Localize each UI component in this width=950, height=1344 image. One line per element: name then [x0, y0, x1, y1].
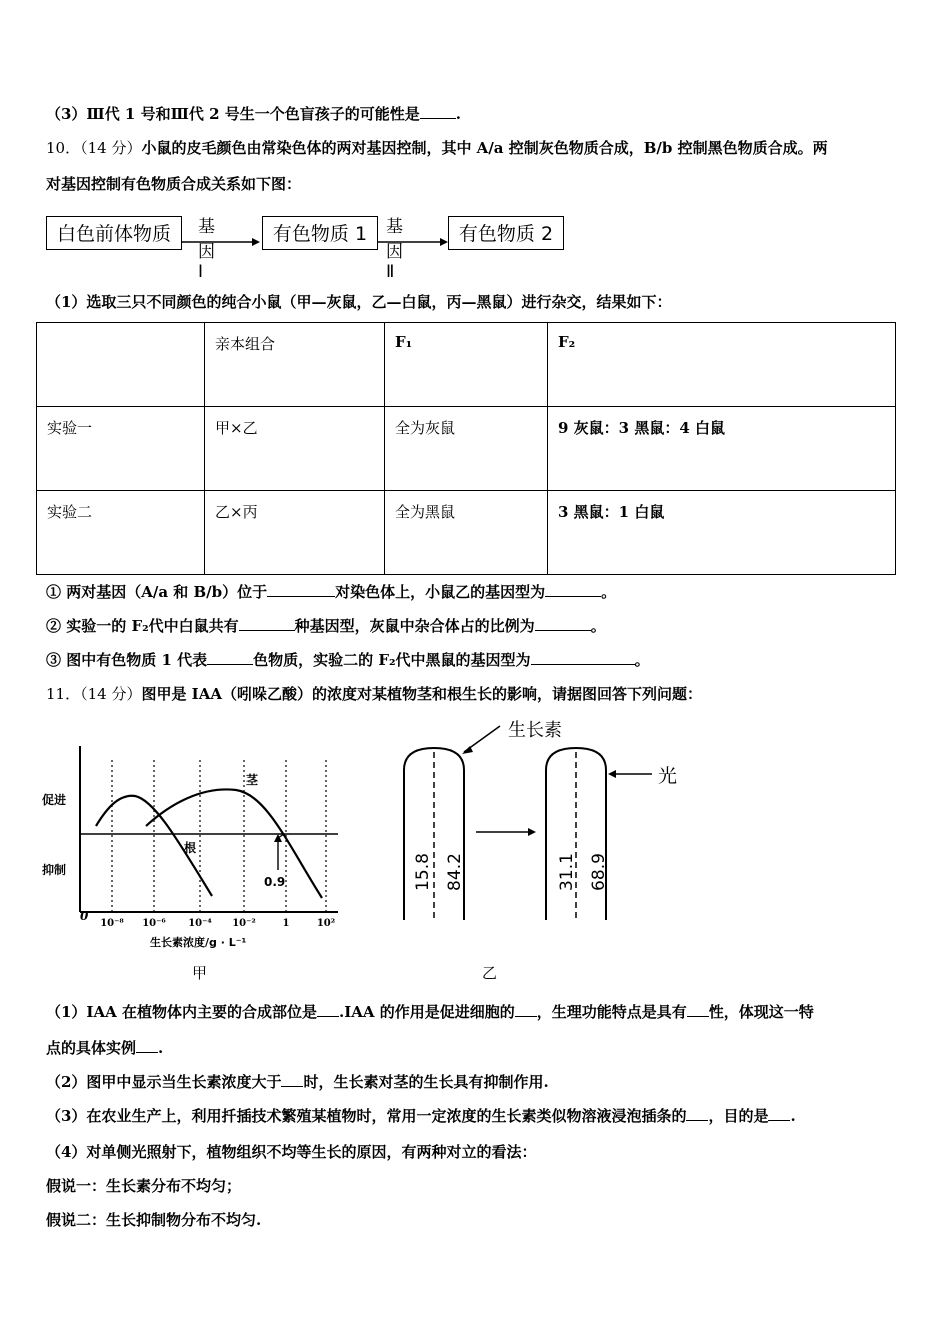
hypothesis-1: 假说一：生长素分布不均匀；	[46, 1177, 242, 1195]
value-label: 0.9	[264, 875, 286, 889]
answer-blank[interactable]	[545, 582, 601, 597]
x-tick-label: 10⁻⁶	[142, 918, 166, 929]
auxin-label: 生长素	[508, 720, 562, 741]
table-row	[37, 407, 896, 491]
q11-part4: （4）对单侧光照射下，植物组织不均等生长的原因，有两种对立的看法：	[46, 1143, 537, 1161]
gridlines	[112, 760, 326, 912]
table-header-cell: F₂	[548, 323, 896, 407]
stem-curve	[146, 789, 322, 898]
right-value-b: 68.9	[589, 853, 609, 891]
table-cell: 实验一	[37, 407, 205, 491]
q10-stem-line1: 10．（14 分）小鼠的皮毛颜色由常染色体的两对基因控制，其中 A/a 控制灰色物质合成，B/b 控制黑色物质合成。两	[46, 139, 828, 157]
pathway-box-pigment1: 有色物质 1	[262, 216, 378, 250]
table-cell: 全为黑鼠	[385, 491, 548, 575]
table-cell: 实验二	[37, 491, 205, 575]
answer-blank[interactable]	[531, 650, 635, 665]
answer-blank[interactable]	[686, 1106, 708, 1121]
figure-caption-yi: 乙	[482, 964, 498, 982]
auxin-distribution-diagram	[390, 712, 690, 932]
q11-part3: （3）在农业生产上，利用扦插技术繁殖某植物时，常用一定浓度的生长素类似物溶液浸泡插条的 ，目的是 .	[46, 1107, 796, 1125]
q11-stem: 11．（14 分）图甲是 IAA（吲哚乙酸）的浓度对某植物茎和根生长的影响，请据图回答下列问题：	[46, 685, 702, 703]
answer-blank[interactable]	[768, 1106, 790, 1121]
pathway-box-precursor: 白色前体物质	[46, 216, 182, 250]
x-tick-label: 10⁻²	[232, 918, 256, 929]
left-value-a: 15.8	[413, 853, 433, 891]
answer-blank[interactable]	[136, 1038, 158, 1053]
origin-label: 0	[80, 909, 89, 923]
q11-part1-line1: （1）IAA 在植物体内主要的合成部位是 .IAA 的作用是促进细胞的 ，生理功能特点是具有 性，体现这一特	[46, 1003, 814, 1021]
answer-blank[interactable]	[515, 1002, 537, 1017]
arrow-icon	[528, 828, 536, 836]
q10-sub2: ② 实验一的 F₂代中白鼠共有 种基因型，灰鼠中杂合体占的比例为 。	[46, 617, 606, 635]
q10-sub3: ③ 图中有色物质 1 代表 色物质，实验二的 F₂代中黑鼠的基因型为 。	[46, 651, 650, 669]
figure-caption-jia: 甲	[192, 964, 208, 982]
table-row	[37, 491, 896, 575]
answer-blank[interactable]	[281, 1072, 303, 1087]
cross-results-table	[36, 322, 896, 575]
answer-blank[interactable]	[420, 104, 456, 119]
y-label-inhibit: 抑制	[42, 863, 67, 877]
arrow-icon	[182, 220, 262, 250]
answer-blank[interactable]	[207, 650, 253, 665]
x-axis-label: 生长素浓度/g · L⁻¹	[150, 936, 247, 949]
gene2-label: 基因Ⅱ	[386, 217, 403, 282]
table-cell: 3 黑鼠：1 白鼠	[548, 491, 896, 575]
gene1-label: 基因Ⅰ	[198, 217, 215, 282]
q10-part1: （1）选取三只不同颜色的纯合小鼠（甲—灰鼠，乙—白鼠，丙—黑鼠）进行杂交，结果如下：	[46, 293, 672, 311]
x-tick-label: 10⁻⁴	[188, 918, 212, 929]
x-tick-label: 10⁻⁸	[100, 918, 124, 929]
x-tick-label: 10²	[316, 918, 336, 929]
pathway-box-pigment2: 有色物质 2	[448, 216, 564, 250]
table-header-cell: F₁	[385, 323, 548, 407]
table-cell: 全为灰鼠	[385, 407, 548, 491]
table-cell: 乙×丙	[205, 491, 385, 575]
answer-blank[interactable]	[535, 616, 591, 631]
stem-label: 茎	[246, 773, 259, 787]
q11-part1-line2: 点的具体实例 .	[46, 1039, 164, 1057]
x-tick-label: 1	[282, 918, 290, 929]
auxin-effect-graph	[40, 734, 350, 954]
answer-blank[interactable]	[317, 1002, 339, 1017]
table-cell: 9 灰鼠：3 黑鼠：4 白鼠	[548, 407, 896, 491]
q11-part2: （2）图甲中显示当生长素浓度大于 时，生长素对茎的生长具有抑制作用.	[46, 1073, 549, 1091]
left-value-b: 84.2	[445, 853, 465, 891]
q9-part3: （3）Ⅲ代 1 号和Ⅲ代 2 号生一个色盲孩子的可能性是 .	[46, 105, 461, 123]
table-cell: 甲×乙	[205, 407, 385, 491]
y-label-promote: 促进	[42, 793, 67, 807]
q10-stem-line2: 对基因控制有色物质合成关系如下图：	[46, 175, 302, 193]
right-value-a: 31.1	[557, 853, 577, 891]
arrow-icon	[378, 220, 450, 250]
table-header-cell	[37, 323, 205, 407]
root-label: 根	[184, 841, 197, 855]
table-header-row	[37, 323, 896, 407]
table-header-cell: 亲本组合	[205, 323, 385, 407]
q10-sub1: ① 两对基因（A/a 和 B/b）位于 对染色体上，小鼠乙的基因型为 。	[46, 583, 617, 601]
hypothesis-2: 假说二：生长抑制物分布不均匀.	[46, 1211, 262, 1229]
light-label: 光	[658, 765, 678, 787]
answer-blank[interactable]	[267, 582, 335, 597]
answer-blank[interactable]	[687, 1002, 709, 1017]
light-arrow-icon	[608, 770, 616, 778]
answer-blank[interactable]	[239, 616, 295, 631]
